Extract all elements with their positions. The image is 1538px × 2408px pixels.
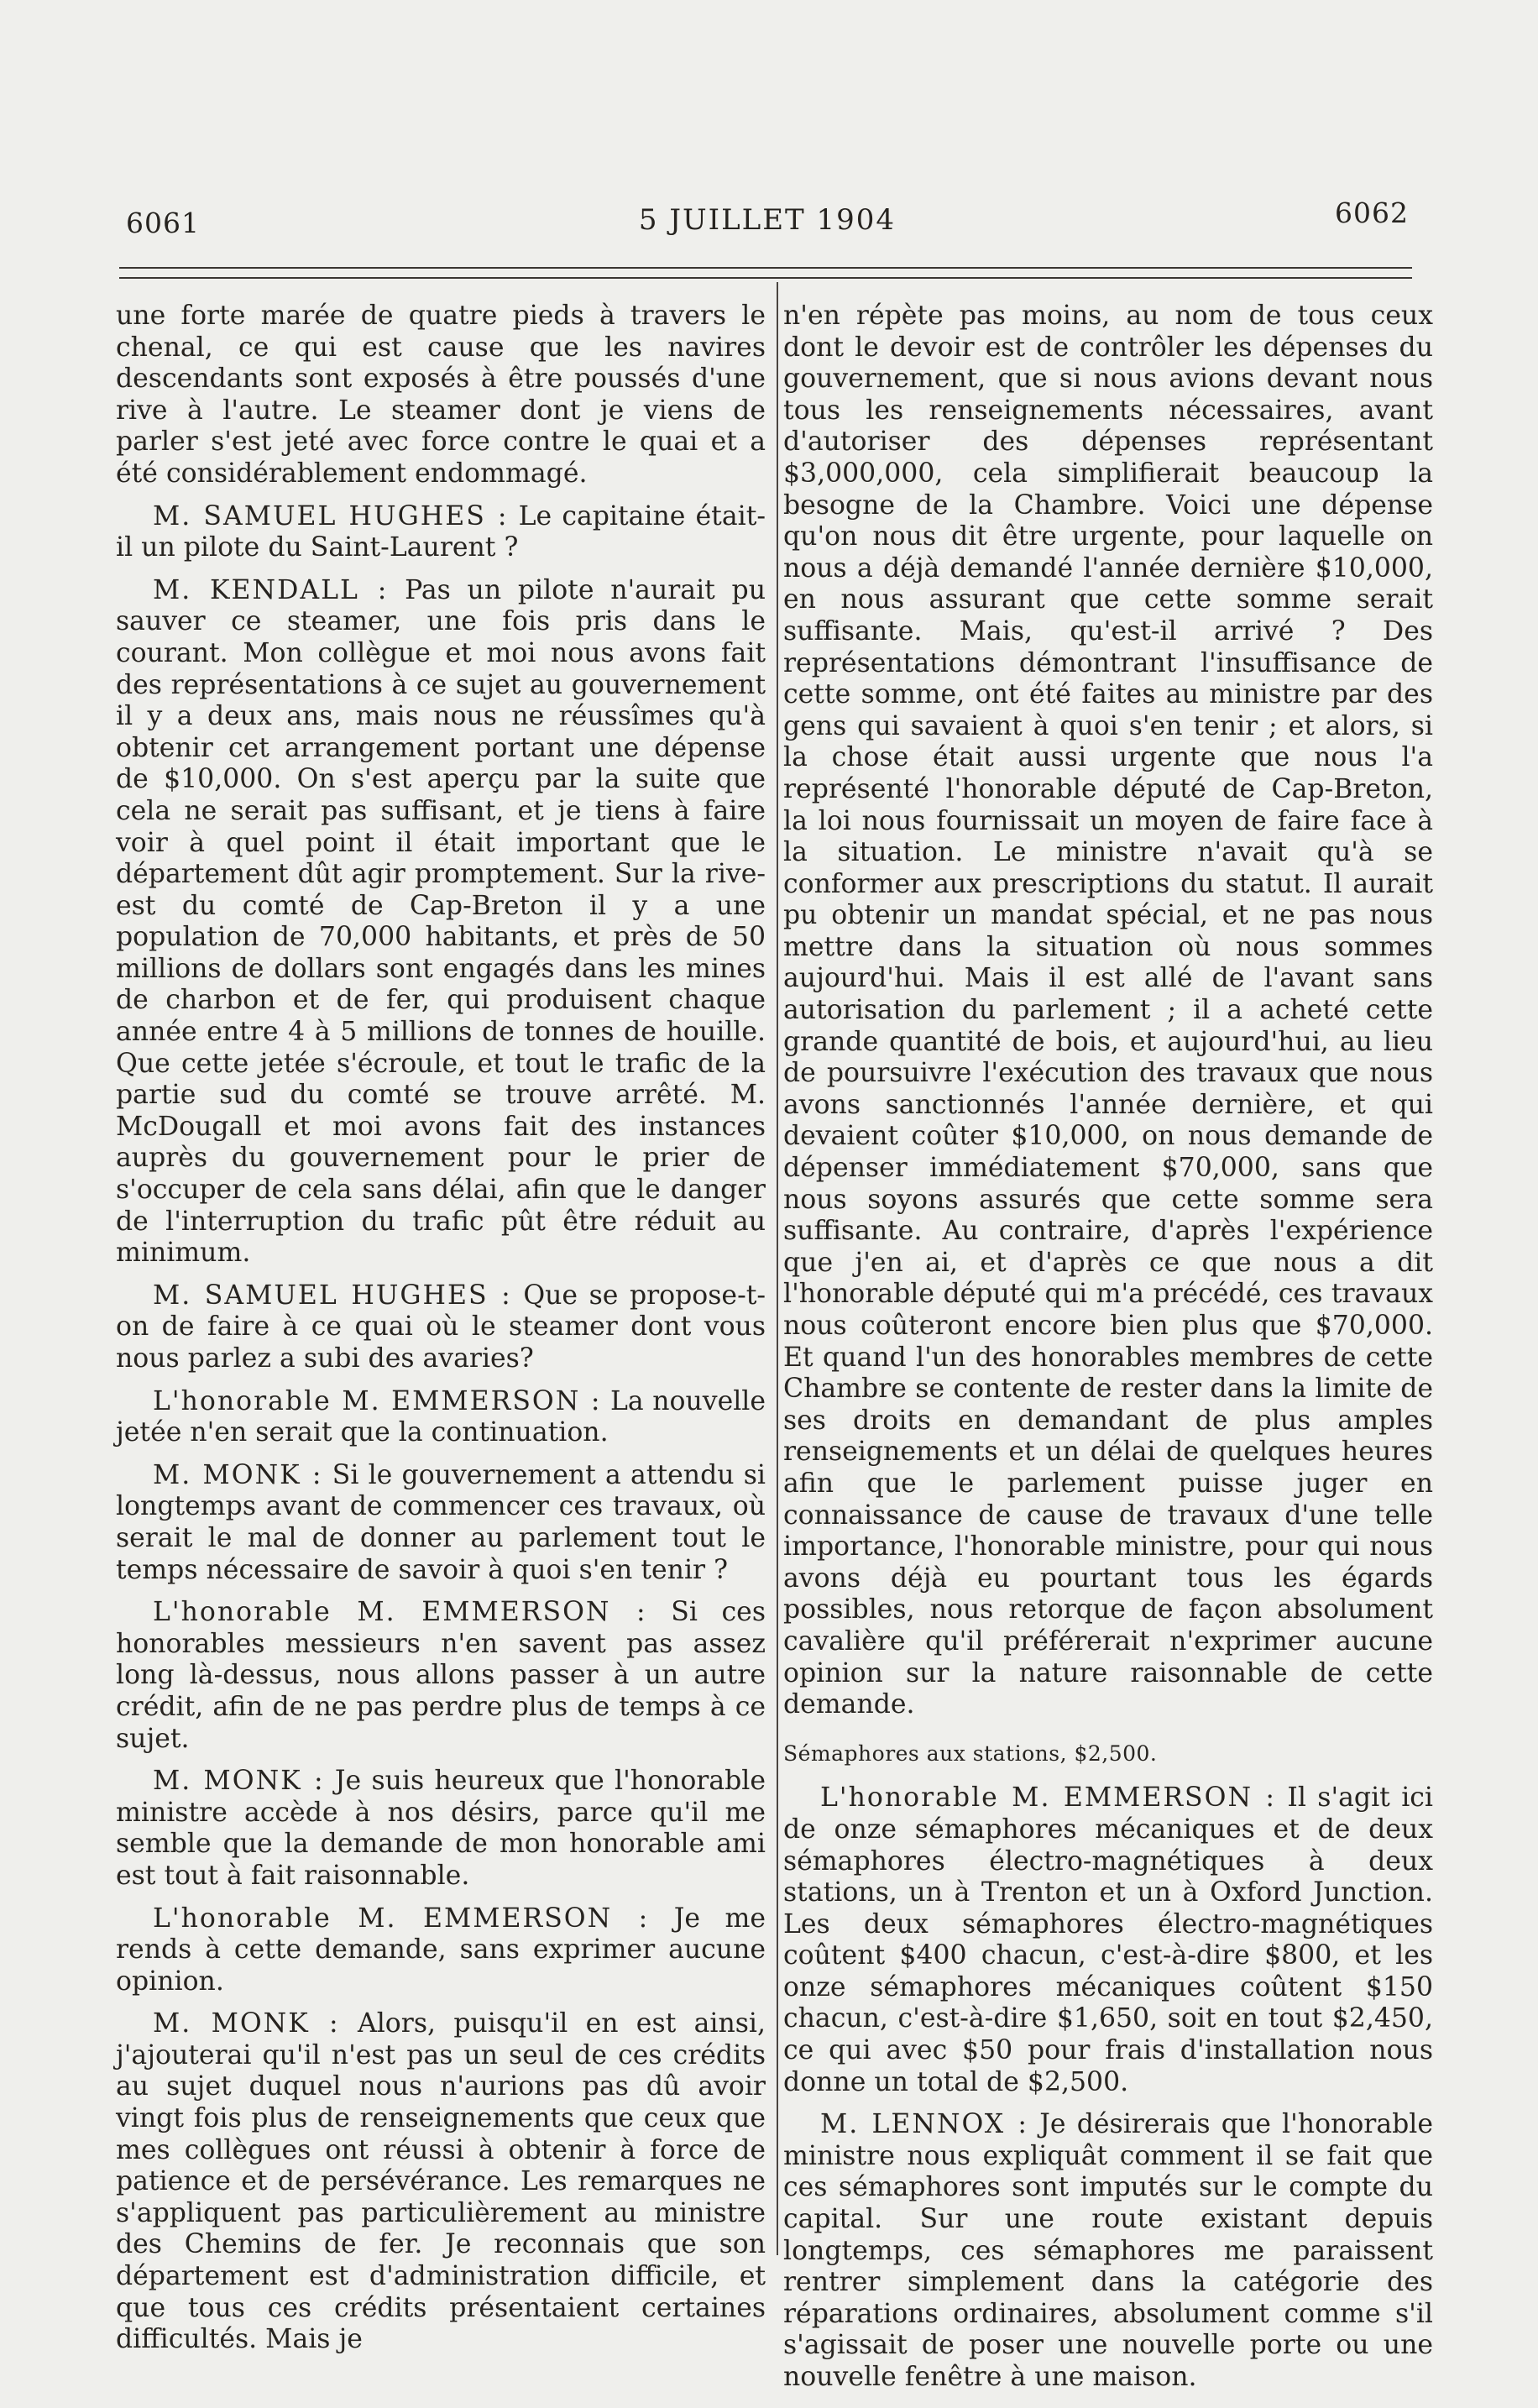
paragraph: M. SAMUEL HUGHES : Que se propose-t-on de faire à ce quai où le steamer dont vous nous parlez a subi des avaries? [116,1280,766,1374]
column-divider [777,282,778,2255]
speaker-name: M. MONK : [153,2008,340,2039]
speaker-name: L'honorable M. EMMERSON : [153,1597,647,1628]
speaker-name: L'honorable M. EMMERSON : [153,1385,602,1416]
paragraph: L'honorable M. EMMERSON : Je me rends à cette demande, sans exprimer aucune opinion. [116,1903,766,1997]
left-column [116,301,766,2367]
speaker-name: M. MONK : [153,1459,323,1490]
paragraph: M. MONK : Je suis heureux que l'honorable ministre accède à nos désirs, parce qu'il me semble que la demande de mon honorable ami est tout à fait raisonnable. [116,1766,766,1891]
paragraph: n'en répète pas moins, au nom de tous ceux dont le devoir est de contrôler les dépenses du gouvernement, que si nous avions devant nous tous les renseignements nécessaires, avant d'autoriser des dépenses représentant $3,000,000, cela simplifierait beaucoup la besogne de la Chambre. Voici une dépense qu'on nous dit être urgente, pour laquelle on nous a déjà demandé l'année dernière $10,000, en nous assurant que cette somme serait suffisante. Mais, qu'est-il arrivé ? Des représentations démontrant l'insuffisance de cette somme, ont été faites au ministre par des gens qui savaient à quoi s'en tenir ; et alors, si la chose était aussi urgente que nous l'a représenté l'honorable député de Cap-Breton, la loi nous fournissait un moyen de faire face à la situation. Le ministre n'avait qu'à se conformer aux prescriptions du statut. Il aurait pu obtenir un mandat spécial, et ne pas nous mettre dans la situation où nous sommes aujourd'hui. Mais il est allé de l'avant sans autorisation du parlement ; il a acheté cette grande quantité de bois, et aujourd'hui, au lieu de poursuivre l'exécution des travaux que nous avons sanctionnés l'année dernière, et qui devaient coûter $10,000, on nous demande de dépenser immédiatement $70,000, sans que nous soyons assurés que cette somme sera suffisante. Au contraire, d'après l'expérience que j'en ai, et d'après ce que nous a dit l'honorable député qui m'a précédé, ces travaux nous coûteront encore bien plus que $70,000. Et quand l'un des honorables membres de cette Chambre se contente de rester dans la limite de ses droits en demandant de plus amples renseignements et un délai de quelques heures afin que le parlement puisse juger en connaissance de cause de travaux d'une telle importance, l'honorable ministre, pour qui nous avons déjà eu pourtant tous les égards possibles, nous retorque de façon absolument cavalière qu'il préférerait n'exprimer aucune opinion sur la nature raisonnable de cette demande. [783,301,1433,1720]
speaker-name: M. MONK : [153,1766,325,1797]
speaker-name: M. SAMUEL HUGHES : [153,1280,512,1311]
page-number-left: 6061 [126,207,200,239]
paragraph: M. MONK : Si le gouvernement a attendu si longtemps avant de commencer ces travaux, où serait le mal de donner au parlement tout le temps nécessaire de savoir à quoi s'en tenir ? [116,1459,766,1585]
speaker-name: M. SAMUEL HUGHES : [153,500,509,531]
section-heading: Sémaphores aux stations, $2,500. [783,1741,1158,1766]
page-title: 5 JUILLET 1904 [638,203,897,237]
speaker-name: M. KENDALL : [153,574,389,605]
paragraph: L'honorable M. EMMERSON : Si ces honorables messieurs n'en savent pas assez long là-dessus, nous allons passer à un autre crédit, afin de ne pas perdre plus de temps à ce sujet. [116,1597,766,1754]
header-rule-bottom [119,277,1412,279]
paragraph: M. MONK : Alors, puisqu'il en est ainsi, j'ajouterai qu'il n'est pas un seul de ces crédits au sujet duquel nous n'aurions pas dû avoir vingt fois plus de renseignements que ceux que mes collègues ont réussi à obtenir à force de patience et de persévérance. Les remarques ne s'appliquent pas particulièrement au ministre des Chemins de fer. Je reconnais que son département est d'administration difficile, et que tous ces crédits présentaient certaines difficultés. Mais je [116,2008,766,2355]
paragraph: M. KENDALL : Pas un pilote n'aurait pu sauver ce steamer, une fois pris dans le courant. Mon collègue et moi nous avons fait des représentations à ce sujet au gouvernement il y a deux ans, mais nous ne réussîmes qu'à obtenir cet arrangement portant une dépense de $10,000. On s'est aperçu par la suite que cela ne serait pas suffisant, et je tiens à faire voir à quel point il était important que le département dût agir promptement. Sur la rive-est du comté de Cap-Breton il y a une population de 70,000 habitants, et près de 50 millions de dollars sont engagés dans les mines de charbon et de fer, qui produisent chaque année entre 4 à 5 millions de tonnes de houille. Que cette jetée s'écroule, et tout le trafic de la partie sud du comté se trouve arrêté. M. McDougall et moi avons fait des instances auprès du gouvernement pour le prier de s'occuper de cela sans délai, afin que le danger de l'interruption du trafic pût être réduit au minimum. [116,574,766,1269]
paragraph: L'honorable M. EMMERSON : Il s'agit ici de onze sémaphores mécaniques et de deux sémaphores électro-magnétiques à deux stations, un à Trenton et un à Oxford Junction. Les deux sémaphores électro-magnétiques coûtent $400 chacun, c'est-à-dire $800, et les onze sémaphores mécaniques coûtent $150 chacun, c'est-à-dire $1,650, soit en tout $2,450, ce qui avec $50 pour frais d'installation nous donne un total de $2,500. [783,1782,1433,2097]
header-rule-top [119,267,1412,269]
paragraph: M. SAMUEL HUGHES : Le capitaine était-il un pilote du Saint-Laurent ? [116,500,766,563]
speaker-name: L'honorable M. EMMERSON : [153,1903,650,1934]
paragraph: une forte marée de quatre pieds à travers le chenal, ce qui est cause que les navires descendants sont exposés à être poussés d'une rive à l'autre. Le steamer dont je viens de parler s'est jeté avec force contre le quai et a été considérablement endommagé. [116,301,766,489]
paragraph: M. LENNOX : Je désirerais que l'honorable ministre nous expliquât comment il se fait que ces sémaphores sont imputés sur le compte du capital. Sur une route existant depuis longtemps, ces sémaphores me paraissent rentrer simplement dans la catégorie des réparations ordinaires, absolument comme s'il s'agissait de poser une nouvelle porte ou une nouvelle fenêtre à une maison. [783,2109,1434,2392]
page-header [126,191,1409,242]
right-column [783,301,1433,2405]
speaker-name: L'honorable M. EMMERSON : [820,1782,1277,1814]
speaker-name: M. LENNOX : [820,2109,1029,2140]
page-number-right: 6062 [1335,196,1409,229]
paragraph: L'honorable M. EMMERSON : La nouvelle jetée n'en serait que la continuation. [116,1385,766,1448]
